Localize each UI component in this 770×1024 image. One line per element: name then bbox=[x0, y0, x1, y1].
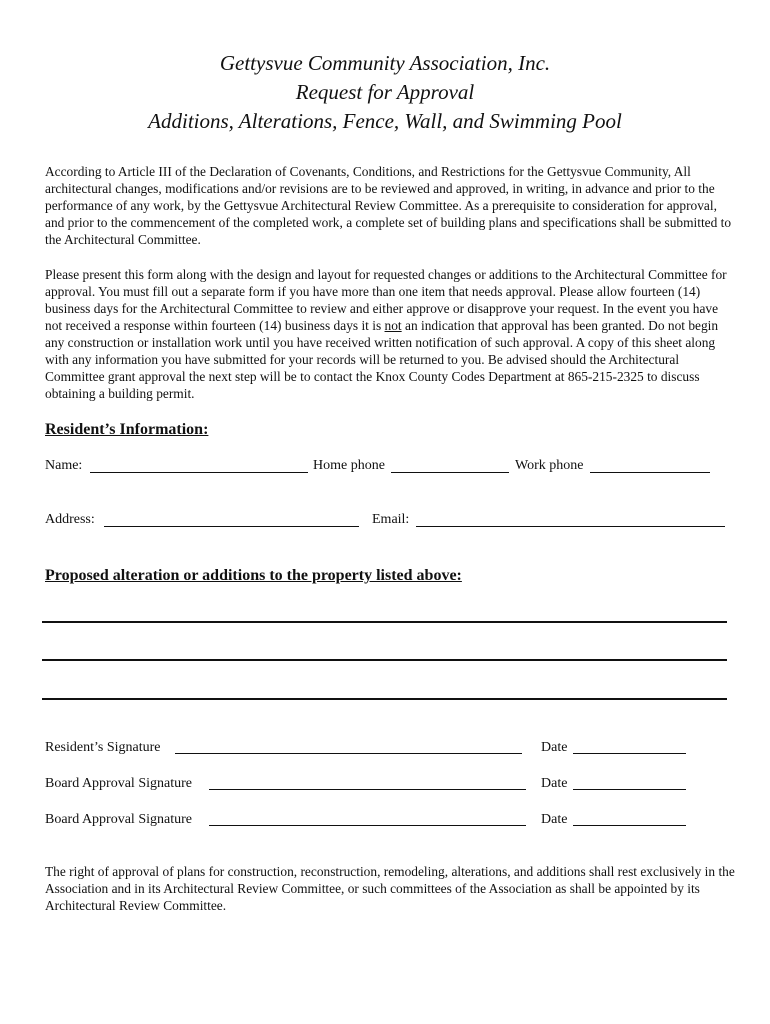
board-signature-2-label: Board Approval Signature bbox=[45, 812, 192, 827]
resident-signature-field[interactable] bbox=[175, 753, 522, 754]
intro-paragraph-2 bbox=[45, 266, 735, 402]
board-date-2-field[interactable] bbox=[573, 825, 686, 826]
resident-date-label: Date bbox=[541, 740, 568, 755]
board-date-1-field[interactable] bbox=[573, 789, 686, 790]
email-field[interactable] bbox=[416, 526, 725, 527]
proposal-line-3[interactable] bbox=[42, 698, 727, 700]
resident-signature-label: Resident’s Signature bbox=[45, 740, 161, 755]
footer-paragraph: The right of approval of plans for construction, reconstruction, remodeling, alterations, and additions shall rest exclusively in the Association and in its Architectural Review Committee, or such committees of the Association as shall be appointed by its Architectural Review Committee. bbox=[45, 864, 735, 913]
form-title-association: Gettysvue Community Association, Inc. bbox=[219, 51, 551, 75]
work-phone-field[interactable] bbox=[590, 472, 710, 473]
board-signature-2-field[interactable] bbox=[209, 825, 526, 826]
address-label: Address: bbox=[45, 512, 95, 527]
resident-info-heading: Resident’s Information: bbox=[45, 421, 209, 438]
address-field[interactable] bbox=[104, 526, 359, 527]
work-phone-label: Work phone bbox=[515, 458, 584, 473]
proposal-heading: Proposed alteration or additions to the property listed above: bbox=[45, 567, 462, 584]
proposal-line-1[interactable] bbox=[42, 621, 727, 623]
form-title-request: Request for Approval bbox=[295, 80, 475, 104]
home-phone-field[interactable] bbox=[391, 472, 509, 473]
board-signature-1-label: Board Approval Signature bbox=[45, 776, 192, 791]
board-date-1-label: Date bbox=[541, 776, 568, 791]
name-label: Name: bbox=[45, 458, 83, 473]
proposal-line-2[interactable] bbox=[42, 659, 727, 661]
intro-paragraph-1: According to Article III of the Declaration of Covenants, Conditions, and Restrictions for the Gettysvue Community, All architectural changes, modifications and/or revisions are to be reviewed and approved, in writing, in advance and prior to the performance of any work, by the Gettysvue Architectural Review Committee. As a prerequisite to consideration for approval, and prior to the commencement of the completed work, a complete set of building plans and specifications shall be submitted to the Architectural Committee. bbox=[45, 164, 732, 247]
name-field[interactable] bbox=[90, 472, 308, 473]
form-title-scope: Additions, Alterations, Fence, Wall, and Swimming Pool bbox=[148, 109, 622, 133]
email-label: Email: bbox=[372, 512, 410, 527]
home-phone-label: Home phone bbox=[313, 458, 385, 473]
board-date-2-label: Date bbox=[541, 812, 568, 827]
resident-date-field[interactable] bbox=[573, 753, 686, 754]
intro-paragraph-2-emphasis: not bbox=[384, 318, 402, 333]
intro-paragraph-2-part-1: Please present this form along with the design and layout for requested changes or additions to the Architectural Committee for approval. You must fill out a separate form if you have more than one item that needs approval. Please allow fourteen (14) business days for the Architectural Committee to review and either approve or disapprove your request. In the event you have not received a response within fourteen (14) business days it is bbox=[45, 267, 727, 333]
intro-paragraph-2-part-2: an indication that approval has been granted. Do not begin any construction or installation work until you have received written notification of such approval. A copy of this sheet along with any information you have submitted for your records will be returned to you. Be advised should the Architectural Committee grant approval the next step will be to contact the Knox County Codes Department at 865-215-2325 to discuss obtaining a building permit. bbox=[45, 318, 719, 401]
board-signature-1-field[interactable] bbox=[209, 789, 526, 790]
